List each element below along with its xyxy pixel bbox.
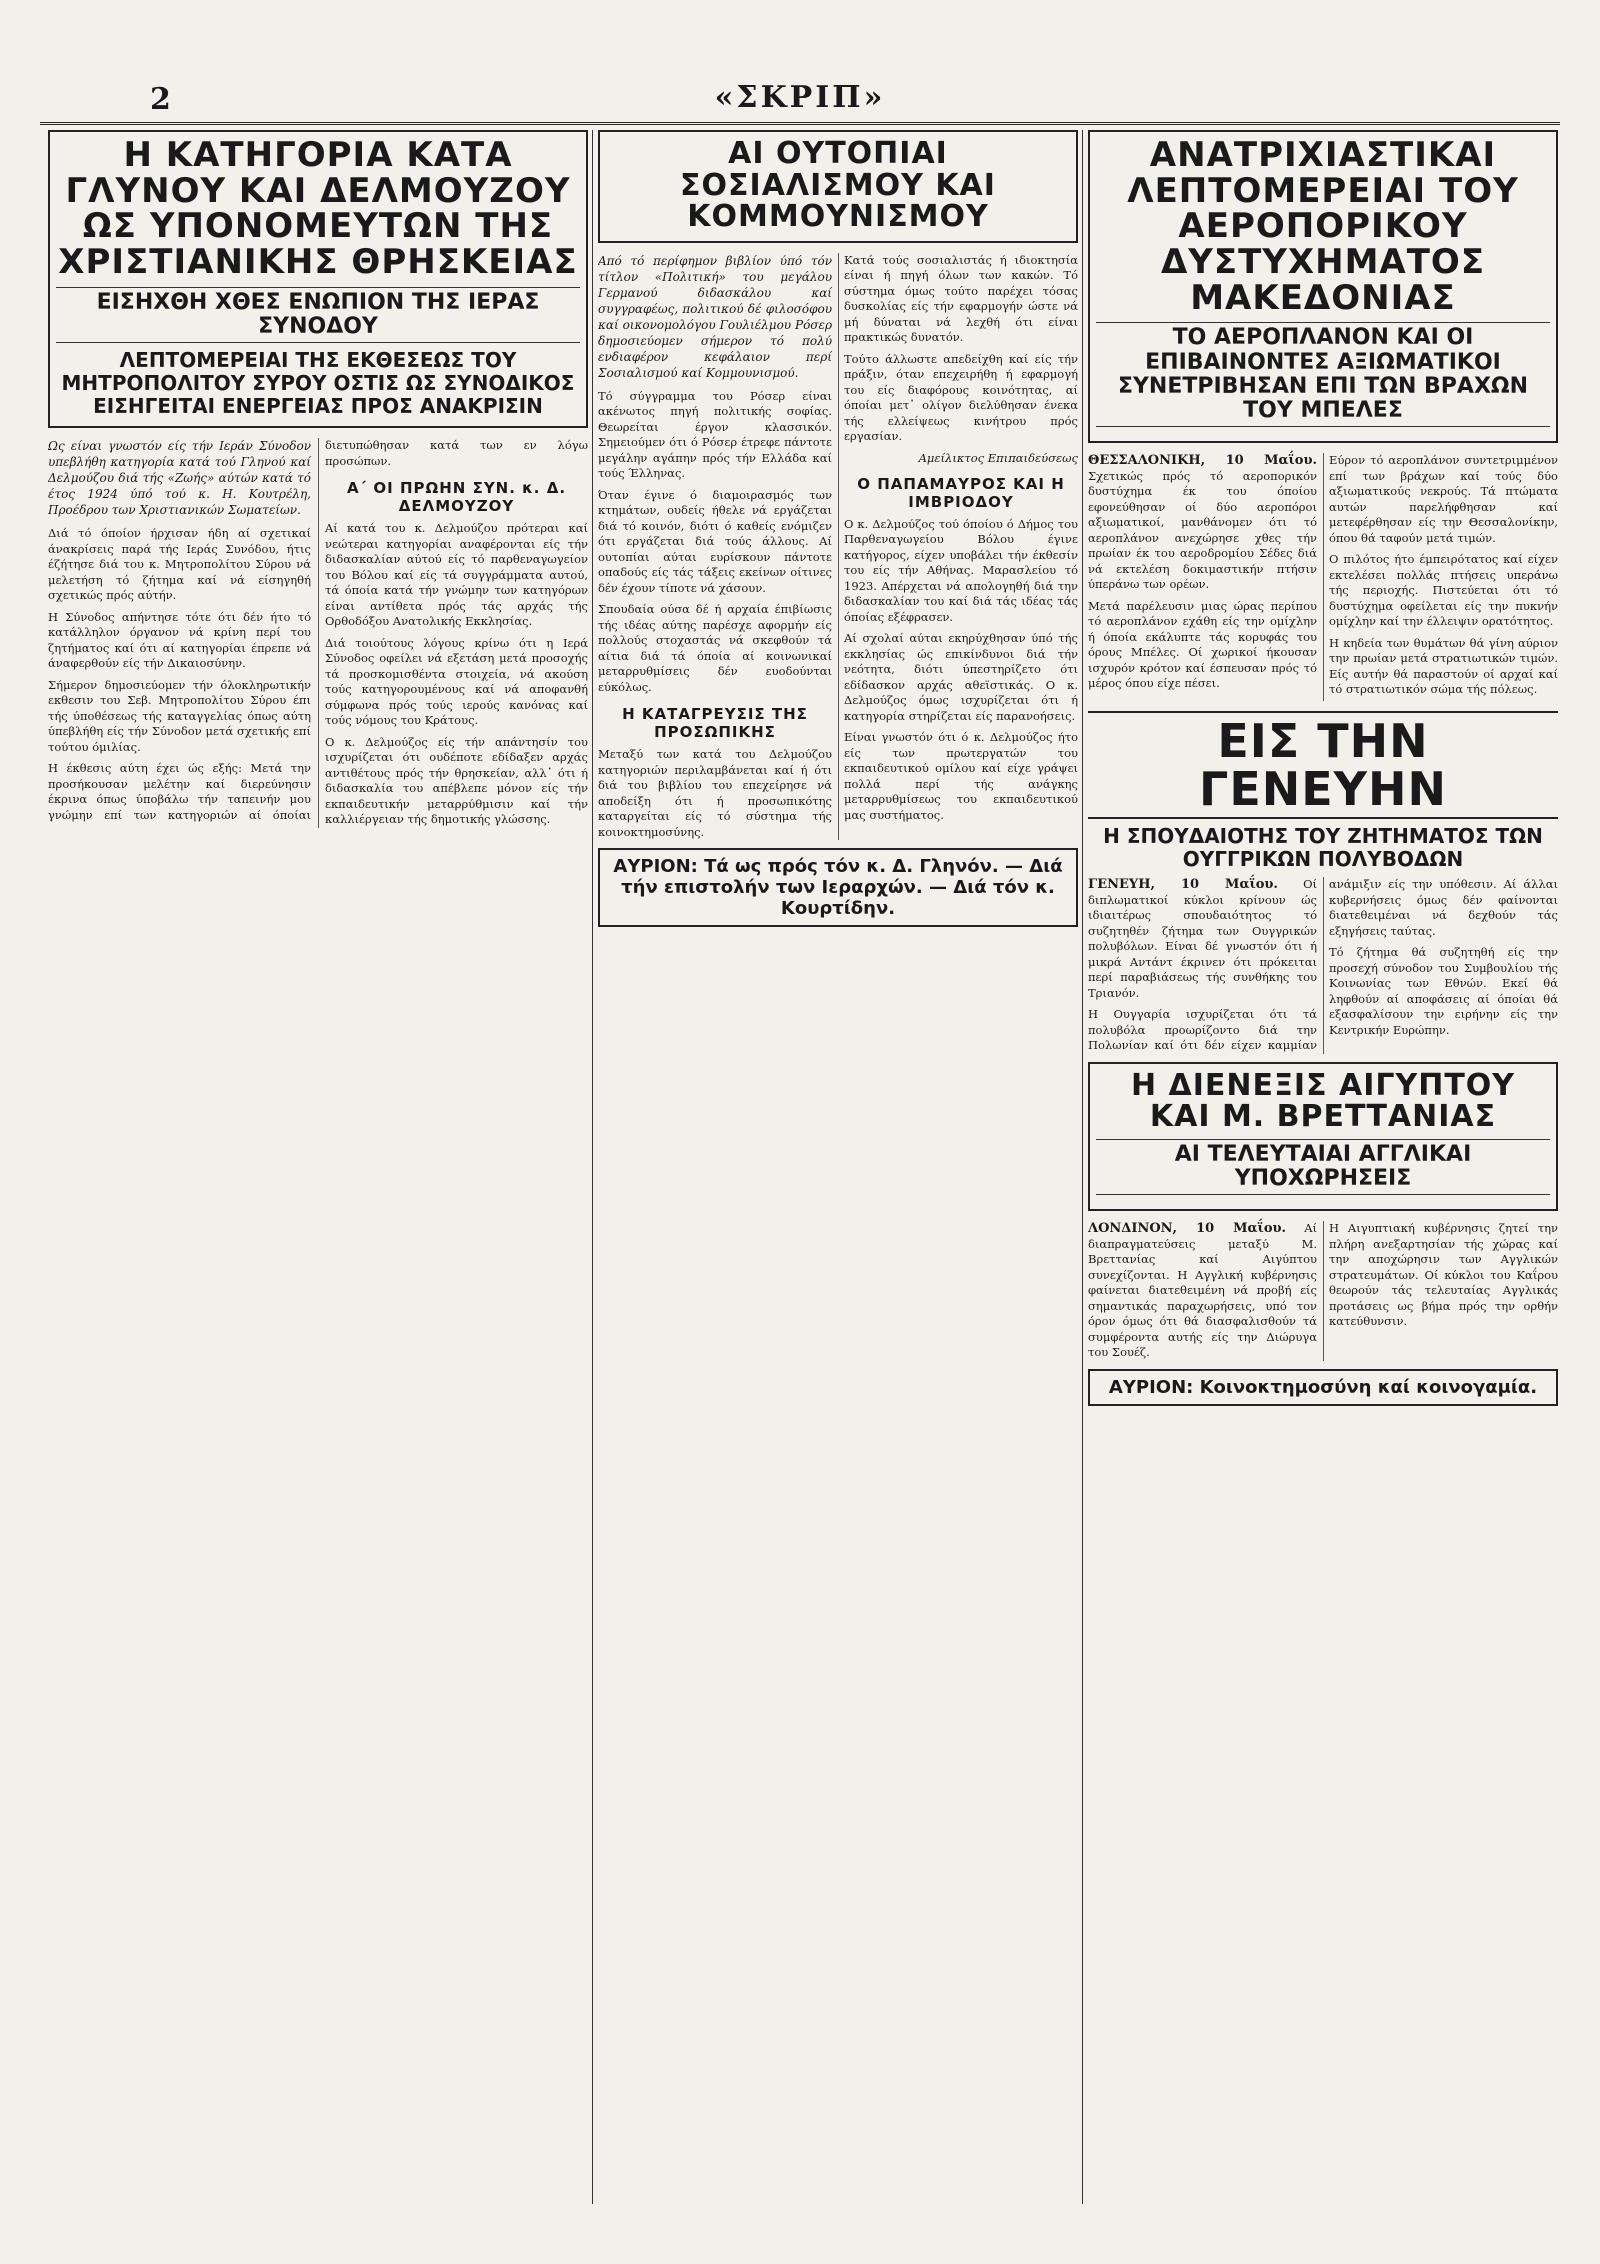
- section-title: Α΄ ΟΙ ΠΡΩΗΝ ΣΥΝ. κ. Δ. ΔΕΛΜΟΥΖΟΥ: [346, 479, 567, 516]
- paragraph: Η Αιγυπτιακή κυβέρνησις ζητεί την πλήρη ανεξαρτησίαν τής χώρας καί την αποχώρησιν των Αγγλικών στρατευμάτων. Οί κύκλοι του Καΐρου θεωρούν τάς τελευταίας Αγγλικάς προτάσεις ως βήμα πρός την ορθήν κατεύθυνσιν.: [1329, 1221, 1558, 1329]
- egypt-subhead: ΑΙ ΤΕΛΕΥΤΑΙΑΙ ΑΓΓΛΙΚΑΙ ΥΠΟΧΩΡΗΣΕΙΣ: [1096, 1139, 1550, 1195]
- paragraph: [1088, 453, 1317, 593]
- paragraph: Ο κ. Δελμούζος τού όποίου ό Δήμος του Παρθεναγωγείου Βόλου έγινε κατήγορος, είχεν υποβάλει τήν έκθεσίν του είς τήν Αθήνας. Μαρασλείου τό 1923. Απέρχεται νά απολογηθή διά την διδασκαλίαν του καί διά τάς ιδέας τάς όποίας εξέφρασεν.: [844, 516, 1078, 624]
- egypt-body: [1088, 1221, 1558, 1361]
- article-socialism-utopias: [598, 130, 1078, 2204]
- article-body: [48, 438, 588, 828]
- column-rule: [592, 130, 593, 2204]
- paragraph: Μετά παρέλευσιν μιας ώρας περίπου τό αεροπλάνον εχάθη είς την ομίχλην ή όποία εκάλυπτε τάς κορυφάς του όρους Μπέλες. Οί χωρικοί ήκουσαν ισχυρόν κρότον καί έσπευσαν πρός τό μέρος όπου είχε πέσει.: [1088, 598, 1317, 691]
- paragraph-text: Οί διπλωματικοί κύκλοι κρίνουν ώς ιδιαιτέρως σπουδαιότητος τό συζητηθέν ζήτημα των Ουγγρικών πολυβόλων. Είναι δέ γνωστόν ότι ή μικρά Αντάντ έκρινεν ότι πρόκειται περί παραβιάσεως τής συνθήκης του Τριανόν.: [1088, 877, 1318, 1000]
- dateline: ΛΟΝΔΙΝΟΝ, 10 Μαΐου.: [1088, 1221, 1287, 1237]
- paragraph: Διά τό όποίον ήρχισαν ήδη αί σχετικαί άνακρίσεις παρά τής Ιεράς Συνόδου, ήτις έζήτησε διά του κ. Μητροπολίτου Σύρου νά μελετήση τό ζήτημα καί νά είσηγηθή σχετικώς πρός αύτήν.: [48, 526, 311, 603]
- paragraph: Η Σύνοδος απήντησε τότε ότι δέν ήτο τό κατάλληλον όργανον νά κρίνη περί του ζητήματος καί ότι αί κατηγορίαι έπρεπε νά άναφερθούν είς τήν Δικαιοσύνην.: [48, 609, 311, 671]
- geneva-headline: ΕΙΣ ΤΗΝ ΓΕΝΕΥΗΝ: [1088, 711, 1558, 820]
- paragraph: Αί κατά του κ. Δελμούζου πρότεραι καί νεώτεραι κατηγορίαι αναφέρονται είς τήν διδασκαλίαν αύτού είς τό παρθεναγωγείον του Βόλου καί είς τά συγγράμματα αυτού, τά όποία κατά τήν γνώμην των κατηγόρων είναι αντίθετα πρός τάς αρχάς τής Ορθοδόξου Ανατολικής Εκκλησίας.: [325, 521, 588, 629]
- paragraph: Τό ζήτημα θά συζητηθή είς την προσεχή σύνοδον του Συμβουλίου τής Κοινωνίας των Εθνών. Εκεί θά ληφθούν αί αποφάσεις αί όποίαι θά εξασφαλίσουν την ειρήνην είς την Κεντρικήν Ευρώπην.: [1329, 945, 1558, 1037]
- article-deck: ΛΕΠΤΟΜΕΡΕΙΑΙ ΤΗΣ ΕΚΘΕΣΕΩΣ ΤΟΥ ΜΗΤΡΟΠΟΛΙΤΟΥ ΣΥΡΟΥ ΟΣΤΙΣ ΩΣ ΣΥΝΟΔΙΚΟΣ ΕΙΣΗΓΕΙΤΑΙ ΕΝΕΡΓΕΙΑΣ ΠΡΟΣ ΑΝΑΚΡΙΣΙΝ: [61, 348, 575, 419]
- paragraph: Κατά τούς σοσιαλιστάς ή ιδιοκτησία είναι ή πηγή όλων των κακών. Τό σύστημα όμως τούτο παρέχει τόσας δυσκολίας είς τήν εφαρμογήν ώστε νά μή δύναται νά λεχθή ότι είναι πρακτικώς δυνατόν.: [844, 252, 1078, 344]
- tomorrow-notice: ΑΥΡΙΟΝ: Κοινοκτημοσύνη καί κοινογαμία.: [1088, 1369, 1558, 1406]
- headline-box: [1088, 130, 1558, 443]
- article-body: [598, 253, 1078, 841]
- paragraph-text: Σχετικώς πρός τό αεροπορικόν δυστύχημα έκ του όποίου εφονεύθησαν οί δύο αεροπόροι αξιωματικοί, μανθάνομεν ότι τό αεροπλάνον ανεχώρησε χθες τήν πρωίαν έκ του αεροδρομίου Σέδες διά νά εκτελέση δοκιμαστικήν πτήσιν ύπεράνω των ορέων.: [1088, 468, 1317, 592]
- paragraph: Ο πιλότος ήτο έμπειρότατος καί είχεν εκτελέσει πολλάς πτήσεις υπεράνω τής περιοχής. Πιστεύεται ότι τό δυστύχημα οφείλεται είς την πυκνήν ομίχλην καί την έλλειψιν ορατότητος.: [1329, 552, 1558, 629]
- article-air-accident: [1088, 130, 1558, 2204]
- egypt-headline: Η ΔΙΕΝΕΞΙΣ ΑΙΓΥΠΤΟΥ ΚΑΙ Μ. ΒΡΕΤΤΑΝΙΑΣ: [1130, 1067, 1516, 1135]
- paragraph: Η έκθεσις αύτη έχει ώς εξής: Μετά την προσήκουσαν μελέτην καί διερεύνησιν έκρινα όπως ύποβάλω τήν ταπεινήν μου γνώμην επί των κατηγοριών αί όποίαι διετυπώθησαν κατά των εν λόγω προσώπων.: [48, 438, 588, 822]
- paragraph: Η Ουγγαρία ισχυρίζεται ότι τά πολυβόλα προωρίζοντο διά την Πολωνίαν καί ότι δέν είχεν καμμίαν ανάμιξιν είς την υπόθεσιν. Αί άλλαι κυβερνήσεις όμως δέν φαίνονται διατεθειμέναι νά δεχθούν τάς εξηγήσεις ταύτας.: [1088, 877, 1558, 1053]
- headline-box: [48, 130, 588, 428]
- paragraph: Διά τοιούτους λόγους κρίνω ότι η Ιερά Σύνοδος οφείλει νά εξετάση μετά προσοχής τά προσκομισθέντα στοιχεία, νά ακούση τούς κατηγορουμένους καί νά αποφανθή σύμφωνα πρός τούς ιερούς κανόνας καί τούς νόμους του Κράτους.: [325, 635, 588, 728]
- column-rule: [1082, 130, 1083, 2204]
- paragraph: Τούτο άλλωστε απεδείχθη καί είς τήν πράξιν, όταν επεχειρήθη ή εφαρμογή του είς διαφόρους κοινότητας, αί όποίαι μετ᾽ ολίγον διελύθησαν ένεκα τής ελλείψεως κινήτρου πρός εργασίαν.: [844, 351, 1078, 443]
- geneva-subhead: Η ΣΠΟΥΔΑΙΟΤΗΣ ΤΟΥ ΖΗΤΗΜΑΤΟΣ ΤΩΝ ΟΥΓΓΡΙΚΩΝ ΠΟΛΥΒΟΔΩΝ: [1103, 824, 1543, 872]
- signature: Αμείλικτος Επιπαιδεύσεως: [918, 450, 1078, 465]
- tomorrow-notice: ΑΥΡΙΟΝ: Τά ως πρός τόν κ. Δ. Γληνόν. — Διά τήν επιστολήν των Ιεραρχών. — Διά τόν κ. Κουρτίδην.: [598, 848, 1078, 927]
- paragraph: Όταν έγινε ό διαμοιρασμός των κτημάτων, ουδείς ήθελε νά εργάζεται διά τό κοινόν, διότι ό καθείς ενόμιζεν ότι εργάζεται διά τούς άλλους. Αί ουτοπίαι αύται ευρίσκουν πάντοτε οπαδούς είς τάς τάξεις εκείνων οίτινες δέν έχουν τίποτε νά χάσουν.: [598, 487, 832, 595]
- paragraph: Μεταξύ των κατά του Δελμούζου κατηγοριών περιλαμβάνεται καί ή ότι διά του βιβλίου του επεχείρησε νά αποδείξη ότι ή προσωπικότης καταργείται είς τό σύστημα τής κοινοκτημοσύνης.: [598, 747, 832, 839]
- paragraph: Αί σχολαί αύται εκηρύχθησαν ύπό τής εκκλησίας ώς επικίνδυνοι διά τήν νεότητα, διότι ύπεστηρίζετο ότι εδίδασκον αρχάς αθεϊστικάς. Ο κ. Δελμούζος όμως ισχυρίζεται ότι ή κατηγορία στηρίζεται είς παρανοήσεις.: [844, 631, 1078, 723]
- paragraph: Είναι γνωστόν ότι ό κ. Δελμούζος ήτο είς των πρωτεργατών του εκπαιδευτικού ομίλου καί είχε γράψει πολλά περί τής ανάγκης μεταρρυθμίσεως του εκπαιδευτικού μας συστήματος.: [844, 730, 1078, 822]
- paragraph: [1088, 1221, 1317, 1361]
- article-headline: ΑΙ ΟΥΤΟΠΙΑΙ ΣΟΣΙΑΛΙΣΜΟΥ ΚΑΙ ΚΟΜΜΟΥΝΙΣΜΟΥ: [680, 136, 996, 234]
- geneva-body: [1088, 877, 1558, 1054]
- paragraph: Ο κ. Δελμούζος είς τήν απάντησίν του ισχυρίζεται ότι ουδέποτε εδίδαξεν αρχάς αντιθέτους πρός τήν θρησκείαν, αλλ᾽ ότι ή διδασκαλία του απέβλεπε μόνον είς τήν εκπαιδευτικήν μεταρρύθμισιν καί τήν καλλιέργειαν τής δημοτικής γλώσσης.: [325, 734, 588, 827]
- headline-box: [598, 130, 1078, 243]
- article-headline: ΑΝΑΤΡΙΧΙΑΣΤΙΚΑΙ ΛΕΠΤΟΜΕΡΕΙΑΙ ΤΟΥ ΑΕΡΟΠΟΡΙΚΟΥ ΔΥΣΤΥΧΗΜΑΤΟΣ ΜΑΚΕΔΟΝΙΑΣ: [1127, 135, 1519, 318]
- article-lead: Ως είναι γνωστόν είς τήν Ιεράν Σύνοδον υπεβλήθη κατηγορία κατά τού Γληνού καί Δελμούζου διά τής «Ζωής» αύτών κατά τό έτος 1924 ύπό τού κ. Η. Κουτρέλη, Προέδρου των Χριστιανικών Σωματείων.: [48, 439, 311, 518]
- section-title: Η ΚΑΤΑΓΡΕΥΣΙΣ ΤΗΣ ΠΡΟΣΩΠΙΚΗΣ: [622, 705, 808, 741]
- article-lead: Από τό περίφημον βιβλίον ύπό τόν τίτλον «Πολιτική» του μεγάλου Γερμανού διδασκάλου καί συγγραφέως, πολιτικού δέ φιλοσόφου καί οικονομολόγου Γουλιέλμου Ρόσερ δημοσιεύομεν σήμερον τό πολύ ενδιαφέρον κεφάλαιον περί Σοσιαλισμού καί Κομμουνισμού.: [598, 253, 832, 380]
- paragraph: Σήμερον δημοσιεύομεν τήν όλοκληρωτικήν εκθεσιν του Σεβ. Μητροπολίτου Σύρου έπι τής ύποθέσεως τής καταγγελίας όπως αύτη ύπεβλήθη είς τήν Σύνοδον μετά σχετικής επί τούτου όμιλίας.: [48, 677, 311, 754]
- paragraph-text: Αί διαπραγματεύσεις μεταξύ Μ. Βρεττανίας καί Αιγύπτου συνεχίζονται. Η Αγγλική κυβέρνησις φαίνεται διατεθειμένη νά προβή είς σημαντικάς παραχωρήσεις, υπό τον όρον όμως ότι θά διασφαλισθούν τά συμφέροντα αυτής είς την Διώρυγα του Σουέζ.: [1088, 1221, 1318, 1360]
- section-title: Ο ΠΑΠΑΜΑΥΡΟΣ ΚΑΙ Η ΙΜΒΡΙΟΔΟΥ: [857, 474, 1065, 511]
- paragraph: Εύρον τό αεροπλάνον συντετριμμένον επί των βράχων καί τούς δύο αξιωματικούς νεκρούς. Τά πτώματα αυτών παρελήφθησαν καί μετεφέρθησαν είς την Θεσσαλονίκην, όπου θά ταφούν μετά τιμών.: [1329, 453, 1558, 545]
- article-headline: Η ΚΑΤΗΓΟΡΙΑ ΚΑΤΑ ΓΛΥΝΟΥ ΚΑΙ ΔΕΛΜΟΥΖΟΥ ΩΣ ΥΠΟΝΟΜΕΥΤΩΝ ΤΗΣ ΧΡΙΣΤΙΑΝΙΚΗΣ ΘΡΗΣΚΕΙΑΣ: [58, 135, 578, 283]
- paragraph: [1088, 877, 1317, 1001]
- article-glinos-delmouzos: [48, 130, 588, 2204]
- newspaper-name: «ΣΚΡΙΠ»: [714, 80, 886, 115]
- page-number: 2: [150, 82, 171, 117]
- dateline: ΘΕΣΣΑΛΟΝΙΚΗ, 10 Μαΐου.: [1088, 453, 1317, 469]
- paragraph: Τό σύγγραμμα του Ρόσερ είναι ακένωτος πηγή πολιτικής σοφίας. Θεωρείται έργον κλασσικόν. Σημειούμεν ότι ό Ρόσερ έτρεφε πάντοτε μεγάλην αγάπην πρός τήν Ελλάδα καί τούς Έλληνας.: [598, 388, 832, 480]
- dateline: ΓΕΝΕΥΗ, 10 Μαΐου.: [1088, 877, 1278, 893]
- article-subhead: ΕΙΣΗΧΘΗ ΧΘΕΣ ΕΝΩΠΙΟΝ ΤΗΣ ΙΕΡΑΣ ΣΥΝΟΔΟΥ: [56, 287, 580, 343]
- egypt-headline-box: [1088, 1062, 1558, 1211]
- masthead: [40, 70, 1560, 125]
- article-subhead: ΤΟ ΑΕΡΟΠΛΑΝΟΝ ΚΑΙ ΟΙ ΕΠΙΒΑΙΝΟΝΤΕΣ ΑΞΙΩΜΑΤΙΚΟΙ ΣΥΝΕΤΡΙΒΗΣΑΝ ΕΠΙ ΤΩΝ ΒΡΑΧΩΝ ΤΟΥ ΜΠΕΛΕΣ: [1096, 322, 1550, 427]
- article-body: [1088, 453, 1558, 701]
- paragraph: Η κηδεία των θυμάτων θά γίνη αύριον την πρωίαν μετά στρατιωτικών τιμών. Είς αυτήν θά παραστούν οί αρχαί καί τό στρατιωτικόν σώμα τής πόλεως.: [1329, 635, 1558, 697]
- paragraph: Σπουδαία ούσα δέ ή αρχαία έπιβίωσις τής ιδέας αύτης παρέσχε αφορμήν είς πολλούς στοχαστάς νά σκεφθούν τά αίτια διά τά όποία αί κοινωνικαί μεταρρυθμίσεις δέν ευοδούνται εύκόλως.: [598, 602, 832, 694]
